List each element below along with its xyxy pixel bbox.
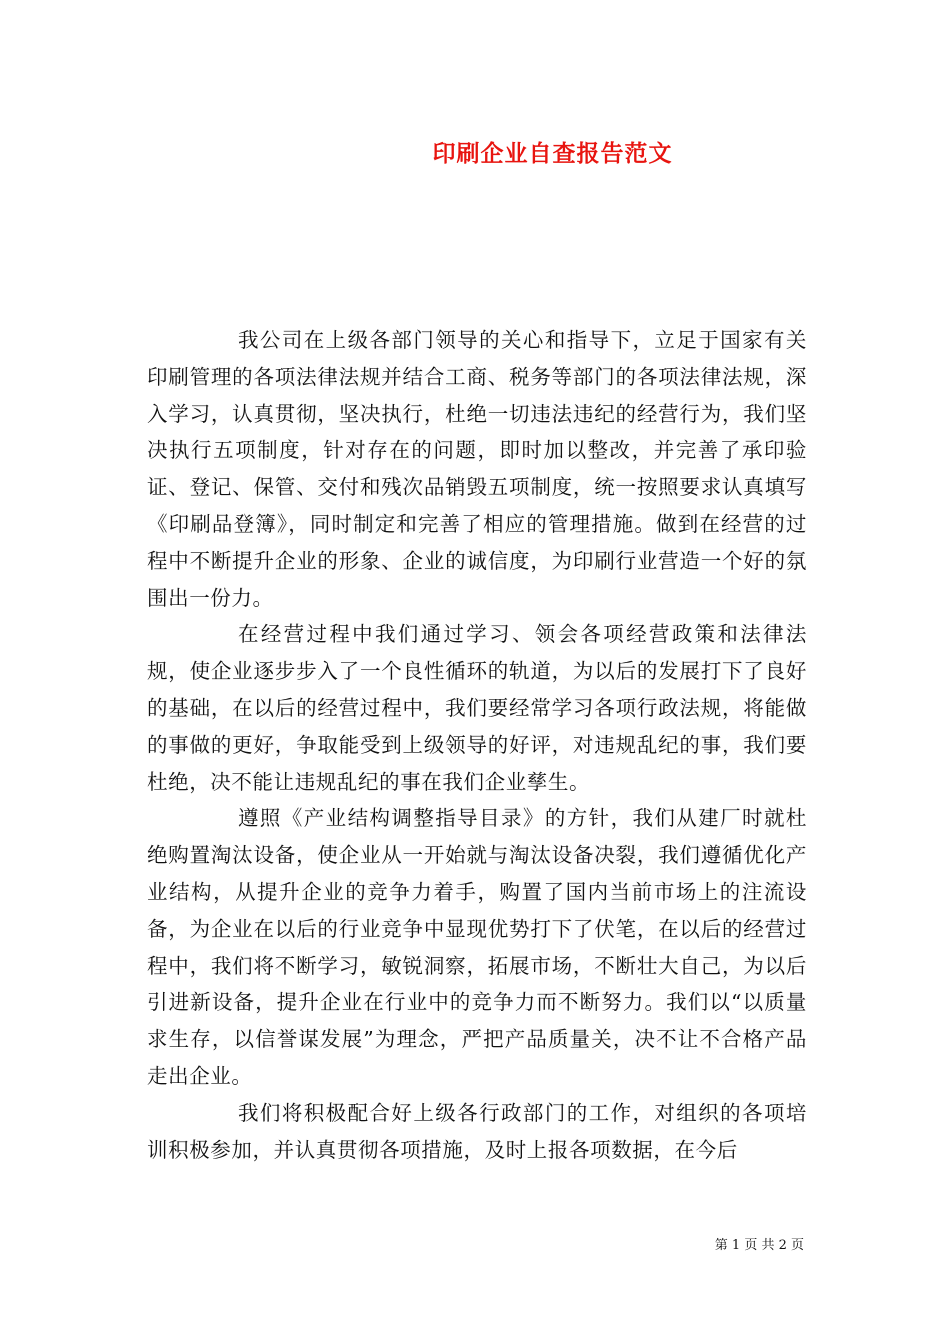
paragraph-3: 遵照《产业结构调整指导目录》的方针，我们从建厂时就杜绝购置淘汰设备，使企业从一开始就与淘汰设备决裂，我们遵循优化产业结构，从提升企业的竞争力着手，购置了国内当前市场上的注流设备，为企业在以后的行业竞争中显现优势打下了伏笔，在以后的经营过程中，我们将不断学习，敏锐洞察，拓展市场，不断壮大自己，为以后引进新设备，提升企业在行业中的竞争力而不断努力。我们以“以质量求生存，以信誉谋发展”为理念，严把产品质量关，决不让不合格产品走出企业。 [147, 806, 807, 1088]
paragraph-4: 我们将积极配合好上级各行政部门的工作，对组织的各项培训积极参加，并认真贯彻各项措施，及时上报各项数据，在今后 [147, 1100, 807, 1162]
paragraph-1: 我公司在上级各部门领导的关心和指导下，立足于国家有关印刷管理的各项法律法规并结合工商、税务等部门的各项法律法规，深入学习，认真贯彻，坚决执行，杜绝一切违法违纪的经营行为，我们坚决执行五项制度，针对存在的问题，即时加以整改，并完善了承印验证、登记、保管、交付和残次品销毁五项制度，统一按照要求认真填写《印刷品登簿》，同时制定和完善了相应的管理措施。做到在经营的过程中不断提升企业的形象、企业的诚信度，为印刷行业营造一个好的氛围出一份力。 [147, 328, 807, 610]
paragraph-2: 在经营过程中我们通过学习、领会各项经营政策和法律法规，使企业逐步步入了一个良性循环的轨道，为以后的发展打下了良好的基础，在以后的经营过程中，我们要经常学习各项行政法规，将能做的事做的更好，争取能受到上级领导的好评，对违规乱纪的事，我们要杜绝，决不能让违规乱纪的事在我们企业孳生。 [147, 622, 807, 794]
document-body [147, 322, 807, 1168]
page-number-footer: 第 1 页 共 2 页 [714, 1238, 804, 1253]
document-title: 印刷企业自查报告范文 [432, 140, 673, 167]
